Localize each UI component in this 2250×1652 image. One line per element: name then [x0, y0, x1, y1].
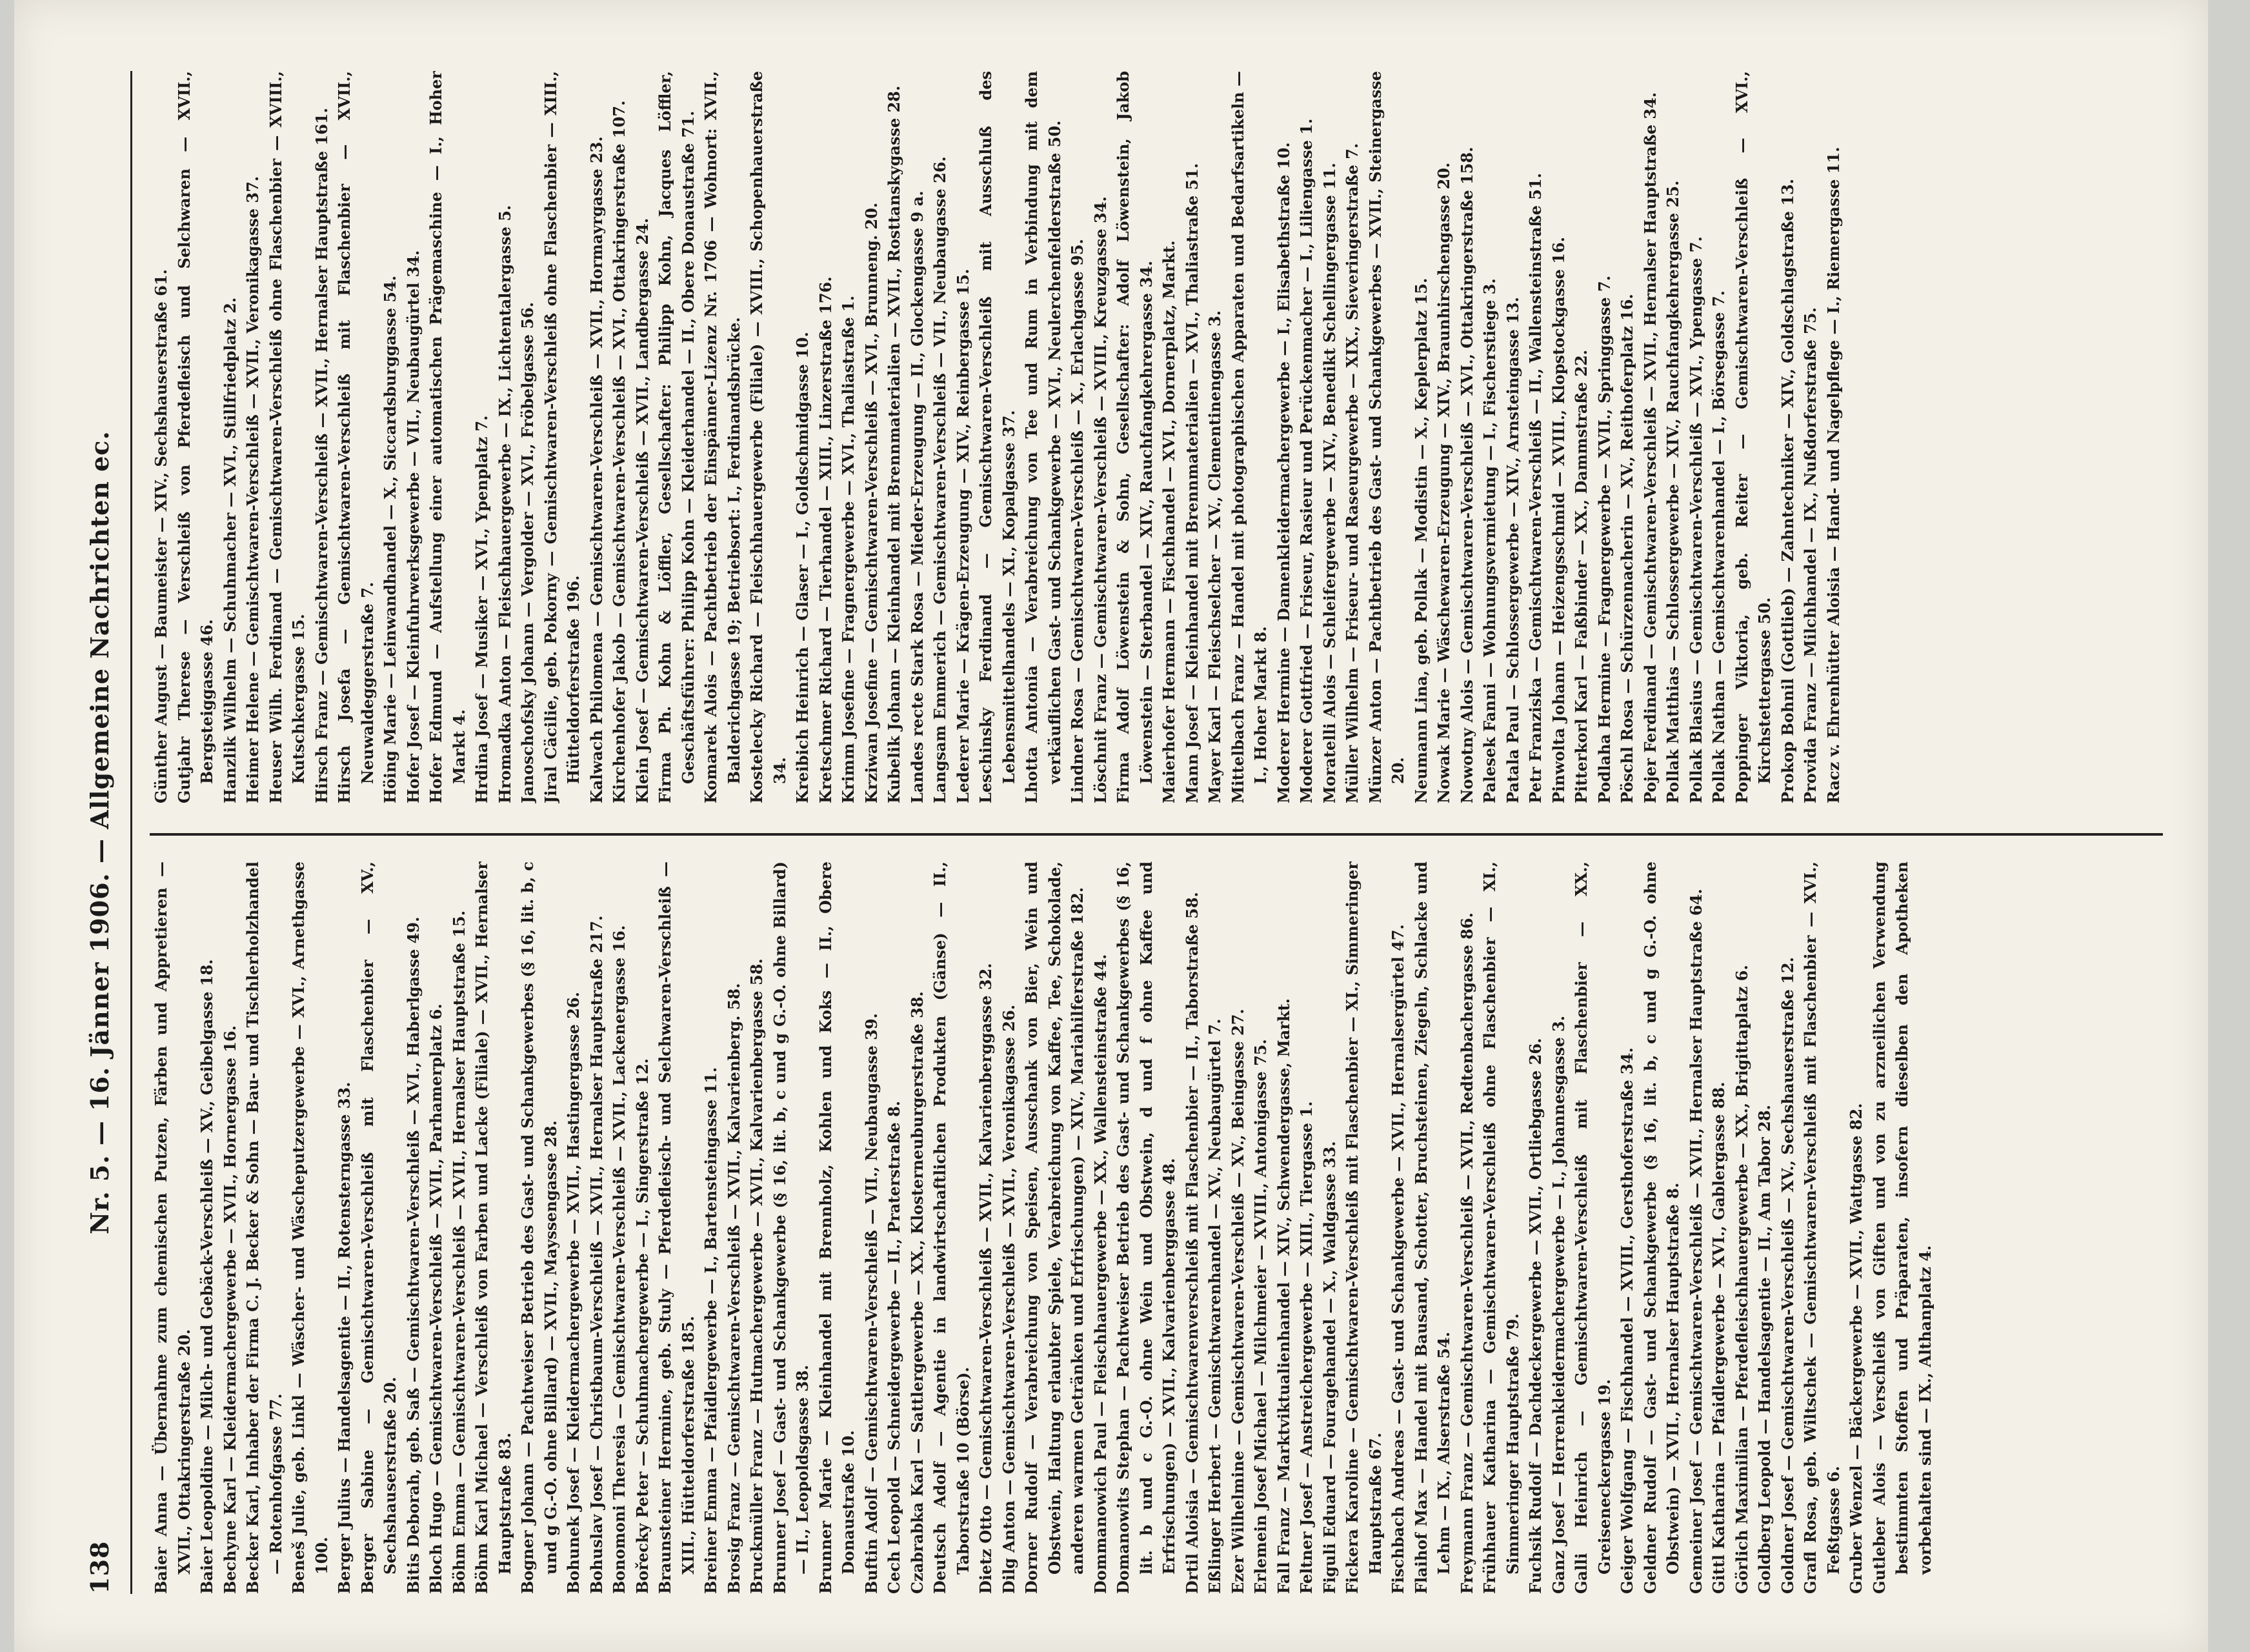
- register-entry: [1410, 71, 1433, 803]
- register-entry: [310, 71, 334, 803]
- register-entry: [241, 71, 265, 803]
- register-entry-text: Mayer Karl — Fleischselcher — XV., Clementinengasse 3.: [1205, 310, 1224, 803]
- register-entry-text: Dommanowich Paul — Fleischhauergewerbe — XX., Wallensteinstraße 44.: [1090, 954, 1110, 1594]
- register-entry: [1868, 861, 1937, 1594]
- register-entry-text: Kalwach Philomena — Gemischtwaren-Verschleiß — XVII., Hormayrgasse 23.: [587, 136, 606, 803]
- register-entry: [241, 861, 287, 1594]
- register-entry: [1181, 861, 1204, 1594]
- register-entry-text: Bechyne Karl — Kleidermachergewerbe — XVII., Hornergasse 16.: [220, 1025, 239, 1594]
- register-entry-text: Pinwolta Johann — Heizengsschmid — XVIII., Klopstockgasse 16.: [1549, 237, 1568, 803]
- register-entry: [150, 71, 173, 803]
- register-entry: [1799, 71, 1822, 803]
- register-entry: [1227, 861, 1250, 1594]
- register-entry: [1845, 861, 1868, 1594]
- register-entry-text: Buftin Adolf — Gemischtwaren-Verschleiß — VII., Neubaugasse 39.: [861, 1012, 881, 1594]
- register-entry: [1020, 861, 1089, 1594]
- register-entry: [883, 71, 906, 803]
- register-entry-text: Erlemein Josef Michael — Milchmeier — XVIII., Antonigasse 75.: [1251, 1039, 1270, 1594]
- register-entry: [219, 861, 242, 1594]
- register-entry: [1570, 71, 1593, 803]
- register-entry: [699, 861, 723, 1594]
- register-entry: [516, 71, 539, 803]
- register-entry: [1158, 71, 1181, 803]
- register-entry: [1387, 861, 1410, 1594]
- register-entry: [1478, 71, 1502, 803]
- register-entry-text: Böhm Karl Michael — Verschleiß von Farben und Lacke (Filiale) — XVII., Hernalser Hauptstraße 83.: [472, 861, 514, 1594]
- scanned-sheet: [14, 0, 2208, 1652]
- register-entry: [1478, 861, 1524, 1594]
- register-entry-text: Hrdina Josef — Musiker — XVI., Ypenplatz 7.: [472, 415, 491, 803]
- register-entry-text: Patala Paul — Schlossergewerbe — XIV., Arnsteingasse 13.: [1503, 297, 1522, 803]
- register-entry: [1112, 861, 1181, 1594]
- register-entry: [1227, 71, 1272, 803]
- page-number: 138: [85, 1540, 114, 1594]
- register-entry: [1089, 861, 1112, 1594]
- register-entry: [1066, 71, 1089, 803]
- register-entry: [333, 861, 356, 1594]
- register-entry: [699, 71, 745, 803]
- register-entry-text: Bořecky Peter — Schuhmachergewerbe — I., Singerstraße 12.: [632, 1058, 652, 1594]
- register-entry-text: Gittl Katharina — Pfaidlergewerbe — XVI., Gablergasse 88.: [1709, 1082, 1728, 1594]
- register-entry-text: Braunsteiner Hermine, geb. Stuly — Pferdefleisch- und Selchwaren-Verschleiß — XIII., Hütteldorferstraße 185.: [656, 861, 698, 1594]
- register-entry-text: Hromadka Anton — Fleischhauergewerbe — IX., Lichtentalergasse 5.: [495, 205, 514, 803]
- rotated-page: [34, 45, 2215, 1620]
- register-entry-text: Hofer Edmund — Aufstellung einer automatischen Prägemaschine — I., Hoher Markt 4.: [427, 71, 468, 803]
- register-entry-text: Görlich Maximilian — Pferdefleischhauergewerbe — XX., Brigittaplatz 6.: [1732, 965, 1751, 1594]
- register-entry-text: Pollak Nathan — Gemischtwarenhandel — I., Börsegasse 7.: [1709, 290, 1728, 803]
- register-entry: [1776, 71, 1800, 803]
- register-entry: [425, 861, 448, 1594]
- register-entry: [1203, 71, 1227, 803]
- register-entry-text: Firma Adolf Löwenstein & Sohn, Gesellschafter: Adolf Löwenstein, Jakob Löwenstein — Sterbandel — XIV., Rauchfangkehrergasse 34.: [1114, 71, 1156, 803]
- register-entry-text: Goldner Josef — Gemischtwaren-Verschleiß — XV., Sechshauserstraße 12.: [1778, 957, 1797, 1594]
- register-entry-text: Petr Franziska — Gemischtwaren-Verschleiß — II., Wallensteinstraße 51.: [1526, 173, 1545, 803]
- register-entry: [470, 71, 494, 803]
- register-entry-text: Gemeiner Josef — Gemischtwaren-Verschleiß — XVII., Hernalser Hauptstraße 64.: [1686, 889, 1705, 1594]
- register-entry-text: Breiner Emma — Pfaidlergewerbe — I., Bartensteingasse 11.: [701, 1067, 720, 1594]
- register-entry: [333, 71, 379, 803]
- register-entry: [539, 71, 585, 803]
- register-entry: [1295, 71, 1318, 803]
- register-entry-text: Bohunek Josef — Kleidermachergewerbe — XVII., Hastingergasse 26.: [564, 991, 583, 1594]
- register-entry-text: Heuser Wilh. Ferdinand — Gemischtwaren-Verschleiß ohne Flaschenbier — XVIII., Kutschkergasse 15.: [266, 71, 308, 803]
- right-column: [150, 71, 2163, 803]
- register-entry-text: Flaihof Max — Handel mit Bausand, Schotter, Bruchsteinen, Ziegeln, Schlacke und Lehm — IX., Alserstraße 54.: [1411, 861, 1453, 1594]
- register-entry: [1822, 71, 1845, 803]
- register-entry: [1432, 71, 1456, 803]
- register-entry-text: Lhotta Antonia — Verabreichung von Tee und Rum in Verbindung mit dem verkäuflichen Gast- und Schankgewerbe — XVI., Neulerchenfelderstraße 50.: [1022, 71, 1064, 803]
- register-entry-text: Freymann Franz — Gemischtwaren-Verschleiß — XVII., Redtenbachergasse 86.: [1457, 912, 1476, 1594]
- register-entry: [1639, 861, 1685, 1594]
- register-entry: [814, 71, 838, 803]
- running-head: [85, 71, 124, 1594]
- register-entry: [1776, 861, 1800, 1594]
- register-entry-text: Langsam Emmerich — Gemischtwaren-Verschleiß — VII., Neubaugasse 26.: [930, 156, 949, 803]
- register-entry-text: Grafl Rosa, geb. Wiltschek — Gemischtwaren-Verschleiß mit Flaschenbier — XVI., Feßtgasse 6.: [1801, 861, 1843, 1594]
- register-entry: [1318, 71, 1341, 803]
- register-entry: [1616, 861, 1639, 1594]
- register-entry-text: Günther August — Baumeister — XIV., Sechshauserstraße 61.: [152, 269, 170, 803]
- register-entry-text: Kretschmer Richard — Tierhandel — XIII., Linzerstraße 176.: [816, 276, 835, 803]
- register-entry-text: Klein Josef — Gemischtwaren-Verschleiß — XVII., Landbergasse 24.: [632, 217, 652, 803]
- register-entry-text: Baier Leopoldine — Milch- und Gebäck-Verschleiß — XV., Geibelgasse 18.: [197, 959, 216, 1594]
- register-entry: [1341, 71, 1364, 803]
- register-entry: [654, 71, 699, 803]
- register-entry-text: Komarek Alois — Pachtbetrieb der Einspänner-Lizenz Nr. 1706 — Wohnort: XVII., Balderichgasse 19; Betriebsort: I., Ferdinandsbrücke.: [701, 71, 743, 803]
- register-entry: [1410, 861, 1456, 1594]
- register-entry-text: Figuli Eduard — Fouragehandel — X., Waldgasse 33.: [1320, 1141, 1339, 1594]
- register-entry-text: Podlaha Hermine — Fragnergewerbe — XVII., Springgasse 7.: [1594, 276, 1614, 803]
- register-entry-text: Nowotny Alois — Gemischtwaren-Verschleiß — XVI., Ottakringerstraße 158.: [1457, 146, 1476, 803]
- register-entry: [1364, 71, 1410, 803]
- register-entry-text: Janoschofsky Johann — Vergolder — XVI., Fröbelgasse 56.: [518, 301, 537, 803]
- register-entry-text: Palesek Fanni — Wohnungsvermietung — I., Fischerstiege 3.: [1480, 278, 1499, 803]
- register-entry: [1272, 71, 1296, 803]
- register-entry: [952, 71, 975, 803]
- register-entry: [562, 861, 585, 1594]
- page-title: Nr. 5. — 16. Jänner 1906. — Allgemeine Nachrichten ec.: [85, 430, 114, 1234]
- register-entry: [608, 861, 631, 1594]
- register-entry-text: Firma Ph. Kohn & Löffler, Gesellschafter: Philipp Kohn, Jacques Löffler, Geschäftsführer: Philipp Kohn — Kleiderhandel — II., Obere Donaustraße 71.: [656, 71, 698, 803]
- register-entry-text: Domanowits Stephan — Pachtweiser Betrieb des Gast- und Schankgewerbes (§ 16, lit. b und c G.-O. ohne Wein und Obstwein, d und f ohne Kaffee und Erfrischungen) — XVII., Kalvarienberggasse 48.: [1114, 861, 1178, 1594]
- register-entry-text: Eßlinger Herbert — Gemischtwarenhandel — XV., Neubaugürtel 7.: [1205, 1018, 1224, 1594]
- register-entry-text: Ganz Josef — Herrenkleidermachergewerbe — I., Johannesgasse 3.: [1549, 1015, 1568, 1594]
- register-entry-text: Hirsch Josefa — Gemischtwaren-Verschleiß mit Flaschenbier — XVII., Neuwaldeggerstraße 7.: [335, 71, 377, 803]
- register-entry-text: Mann Josef — Kleinhandel mit Brennmaterialien — XVI., Thaliastraße 51.: [1182, 163, 1201, 803]
- register-entry: [287, 861, 333, 1594]
- register-entry: [1089, 71, 1112, 803]
- register-entry-text: Frühhauer Katharina — Gemischtwaren-Verschleiß ohne Flaschenbier — XI., Simmeringer Hauptstraße 79.: [1480, 861, 1522, 1594]
- left-column: [150, 861, 2163, 1594]
- register-entry: [768, 861, 814, 1594]
- register-entry-text: Dilg Anton — Gemischtwaren-Verschleiß — XVII., Veronikagasse 26.: [999, 1004, 1018, 1594]
- register-entry-text: Geiger Wolfgang — Fischhandel — XVIII., Gersthoferstraße 34.: [1618, 1047, 1636, 1594]
- register-entry: [1524, 71, 1547, 803]
- register-entry: [998, 861, 1021, 1594]
- register-entry: [173, 71, 219, 803]
- register-entry-text: Goldberg Leopold — Handelsagentie — II., Am Tabor 28.: [1755, 1105, 1774, 1594]
- register-entry: [516, 861, 562, 1594]
- register-entry-text: Pollak Matthias — Schlossergewerbe — XIV., Rauchfangkehrergasse 25.: [1663, 180, 1682, 803]
- register-entry-text: Dietz Otto — Gemischtwaren-Verschleiß — XVII., Kalvarienberggasse 32.: [976, 963, 995, 1594]
- register-entry: [448, 861, 471, 1594]
- register-entry: [402, 71, 425, 803]
- register-entry-text: Feltner Josef — Anstreichergewerbe — XIII., Tiergasse 1.: [1297, 1101, 1316, 1594]
- register-entry-text: Hanzlik Wilhelm — Schuhmacher — XVI., Stillfriedplatz 2.: [220, 297, 239, 803]
- register-entry: [1685, 71, 1708, 803]
- register-entry-text: Galli Heinrich — Gemischtwaren-Verschleiß mit Flaschenbier — XX., Greiseneckergasse 19.: [1572, 861, 1614, 1594]
- register-entry-text: Münzer Anton — Pachtbetrieb des Gast- und Schankgewerbes — XVII., Steinergasse 20.: [1365, 71, 1407, 803]
- register-entry-text: Bohuslav Josef — Christbaum-Verschleiß — XVII., Hernalser Hauptstraße 217.: [587, 915, 606, 1594]
- register-entry: [654, 861, 699, 1594]
- register-entry-text: Becker Karl, Inhaber der Firma C. J. Becker & Sohn — Bau- und Tischlerholzhandel — Rotenhofgasse 77.: [243, 861, 285, 1594]
- register-entry: [402, 861, 425, 1594]
- register-entry-text: Kostelecky Richard — Fleischhauergewerbe (Filiale) — XVIII., Schopenhauerstraße 34.: [747, 71, 789, 803]
- register-entry-text: Neumann Lina, geb. Pollak — Modistin — X., Keplerplatz 15.: [1411, 277, 1431, 803]
- register-entry: [837, 71, 860, 803]
- register-entry: [1249, 861, 1272, 1594]
- register-entry-text: Baier Anna — Übernahme zum chemischen Putzen, Färben und Appretieren — XVII., Ottakringerstraße 20.: [152, 861, 194, 1594]
- register-entry-text: Böhm Emma — Gemischtwaren-Verschleiß — XVII., Hernalser Hauptstraße 15.: [449, 910, 468, 1594]
- register-entry: [1662, 71, 1685, 803]
- register-entry-text: Moderer Gottfried — Friseur, Rasieur und Perückenmacher — I., Liliengasse 1.: [1297, 118, 1316, 803]
- register-entry: [585, 861, 608, 1594]
- register-entry: [631, 71, 654, 803]
- register-entry-text: Moderer Hermine — Damenkleidermachergewerbe — I., Elisabethstraße 10.: [1274, 142, 1293, 803]
- column-divider: [150, 833, 2163, 836]
- register-entry-text: Höing Marie — Leinwandhandel — X., Siccardsburggasse 54.: [381, 276, 399, 803]
- register-entry-text: Gutjahr Therese — Verschleiß von Pferdefleisch und Selchwaren — XVII., Bergsteiggasse 46.: [174, 71, 216, 803]
- register-entry-text: Lindner Rosa — Gemischtwaren-Verschleiß — X., Erlachgasse 95.: [1068, 239, 1087, 803]
- register-entry-text: Geldner Rudolf — Gast- und Schankgewerbe (§ 16, lit. b, c und g G.-O. ohne Obstwein) — XVII., Hernalser Hauptstraße 8.: [1640, 861, 1682, 1594]
- register-entry: [974, 71, 1020, 803]
- register-entry-text: Pollak Blasius — Gemischtwaren-Verschleiß — XVI., Ypengasse 7.: [1686, 236, 1705, 803]
- register-entry-text: Hirsch Franz — Gemischtwaren-Verschleiß — XVII., Hernalser Hauptstraße 161.: [312, 108, 331, 803]
- register-entry: [929, 861, 974, 1594]
- register-entry-text: Poppinger Viktoria, geb. Reiter — Gemischtwaren-Verschleiß — XVI., Kirchstettergasse 50.: [1732, 71, 1774, 803]
- register-entry: [1570, 861, 1616, 1594]
- register-entry: [1753, 861, 1776, 1594]
- register-entry: [379, 71, 402, 803]
- register-entry: [906, 861, 929, 1594]
- register-entry: [1318, 861, 1341, 1594]
- register-entry: [585, 71, 608, 803]
- register-entry-text: Pitterkorl Karl — Faßbinder — XX., Dammstraße 22.: [1572, 349, 1591, 803]
- register-entry: [1456, 71, 1479, 803]
- register-entry-text: Bruckmüller Franz — Hutmachergewerbe — XVII., Kalvarienbergasse 58.: [747, 958, 766, 1594]
- register-entry: [1456, 861, 1479, 1594]
- register-entry-text: Brosig Franz — Gemischtwaren-Verschleiß — XVII., Kalvarienberg. 58.: [724, 983, 743, 1594]
- register-entry-text: Pöschl Rosa — Schürzennacherin — XV., Reithoferplatz 16.: [1618, 294, 1636, 803]
- register-entry: [1203, 861, 1227, 1594]
- register-entry: [356, 861, 402, 1594]
- register-entry: [631, 861, 654, 1594]
- header-rule: [130, 71, 132, 1594]
- register-entry-text: Racz v. Ehrenhütter Aloisia — Hand- und Nagelpflege — I., Riemergasse 11.: [1823, 146, 1843, 803]
- register-entry: [814, 861, 860, 1594]
- register-entry: [791, 71, 814, 803]
- register-entry-text: Moratelli Alois — Schleifergewerbe — XIV., Benedikt Schellingergasse 11.: [1320, 163, 1339, 803]
- register-entry-text: Berger Julius — Handelsagentie — II., Rotensterngasse 33.: [335, 1082, 354, 1594]
- register-entry-text: Kreibich Heinrich — Glaser — I., Goldschmidgasse 10.: [793, 332, 812, 803]
- register-entry: [1707, 71, 1731, 803]
- register-entry-text: Pojer Ferdinand — Gemischtwaren-Verschleiß — XVII., Hernalser Hauptstraße 34.: [1640, 92, 1660, 803]
- register-entry-text: Bloch Hugo — Gemischtwaren-Verschleiß — XVII., Parhamerplatz 6.: [427, 1003, 445, 1594]
- register-entry-text: Lederer Marie — Krägen-Erzeugung — XIV., Reinbergasse 15.: [953, 268, 972, 803]
- register-entry-text: Fickera Karoline — Gemischtwaren-Verschleiß mit Flaschenbier — XI., Simmeringer Hauptstraße 67.: [1343, 861, 1385, 1594]
- register-entry-text: Deutsch Adolf — Agentie in landwirtschaftlichen Produkten (Gänse) — II., Taborstraße 10 (Börse).: [930, 861, 972, 1594]
- register-entry: [1731, 861, 1754, 1594]
- register-entry: [929, 71, 952, 803]
- register-entry: [860, 71, 883, 803]
- register-entry-text: Fall Franz — Marktviktualienhandel — XIV., Schwendergasse, Markt.: [1274, 998, 1293, 1594]
- register-entry: [1547, 71, 1571, 803]
- register-entry: [1616, 71, 1639, 803]
- register-entry-text: Ezer Wilhelmine — Gemischtwaren-Verschleiß — XV., Beingasse 27.: [1228, 1009, 1247, 1594]
- register-entry: [608, 71, 631, 803]
- register-entry: [1502, 71, 1525, 803]
- register-entry: [196, 861, 219, 1594]
- register-entry-text: Landes recte Stark Rosa — Mieder-Erzeugung — II., Glockengasse 9 a.: [907, 190, 927, 803]
- register-entry: [1181, 71, 1204, 803]
- register-entry: [1731, 71, 1776, 803]
- register-entry: [745, 71, 791, 803]
- register-entry: [1272, 861, 1296, 1594]
- register-entry-text: Krimm Josefine — Fragnergewerbe — XVI., Thaliastraße 1.: [839, 295, 858, 803]
- register-entry-text: Czabrabka Karl — Sattlergewerbe — XX., Klosterneuburgerstraße 38.: [907, 991, 927, 1594]
- register-entry: [1341, 861, 1387, 1594]
- register-entry-text: Cech Leopold — Schneidergewerbe — II., Praterstraße 8.: [885, 1100, 903, 1594]
- register-entry: [723, 861, 746, 1594]
- register-entry-text: Beneš Julie, geb. Linkl — Wäscher- und Wäscheputzergewerbe — XVI., Arnethgasse 100.: [289, 861, 331, 1594]
- register-entry-text: Brunner Josef — Gast- und Schankgewerbe (§ 16, lit. b, c und g G.-O. ohne Billard) — II., Leopoldsgasse 38.: [770, 861, 812, 1594]
- register-entry-text: Heimer Helene — Gemischtwaren-Verschleiß — XVII., Veronikagasse 37.: [243, 176, 262, 803]
- register-entry-text: Bonomoni Theresia — Gemischtwaren-Verschleiß — XVII., Lackenergasse 16.: [610, 925, 628, 1594]
- register-entry-text: Jiral Cäcilie, geb. Pokorny — Gemischtwaren-Verschleiß ohne Flaschenbier — XIII., Hütteldorferstraße 196.: [541, 71, 583, 803]
- register-entry: [470, 861, 516, 1594]
- register-entry: [1593, 71, 1616, 803]
- register-entry: [974, 861, 998, 1594]
- register-entry-text: Maierhofer Hermann — Fischhandel — XVI., Dornerplatz, Markt.: [1160, 240, 1178, 803]
- register-entry-text: Gutleber Alois — Verschleiß von Giften und von zu arzneilichen Verwendung bestimmten Stoffen und Präparaten, insofern dieselben den Apotheken vorbehalten sind — IX., Althanplatz 4.: [1869, 861, 1934, 1594]
- register-entry-text: Fischbach Andreas — Gast- und Schankgewerbe — XVII., Hernalsergürtel 47.: [1389, 924, 1407, 1594]
- register-entry-text: Bitis Deborah, geb. Saß — Gemischtwaren-Verschleiß — XVI., Haberlgasse 49.: [403, 916, 423, 1594]
- register-entry-text: Drtil Aloisia — Gemischtwarenverschleiß mit Flaschenbier — II., Taborstraße 58.: [1182, 892, 1201, 1594]
- register-entry: [1020, 71, 1066, 803]
- register-entry: [425, 71, 470, 803]
- register-entry-text: Gruber Wenzel — Bäckergewerbe — XVII., Wattgasse 82.: [1847, 1103, 1865, 1594]
- register-entry-text: Nowak Marie — Wäschewaren-Erzeugung — XIV., Braunhirschengasse 20.: [1434, 162, 1453, 803]
- register-entry-text: Krziwan Josefine — Gemischtwaren-Verschleiß — XVI., Brunneng. 20.: [861, 202, 881, 803]
- register-entry: [745, 861, 768, 1594]
- register-entry-text: Bogner Johann — Pachtweiser Betrieb des Gast- und Schankgewerbes (§ 16, lit. b, c und g G.-O. ohne Billard) — XVII., Mayssengasse 28.: [518, 861, 560, 1594]
- register-entry: [219, 71, 242, 803]
- register-entry: [1685, 861, 1708, 1594]
- register-entry: [1112, 71, 1158, 803]
- register-entry-text: Fuchsik Rudolf — Dachdeckergewerbe — XVII., Ortliebgasse 26.: [1526, 1038, 1545, 1594]
- register-entry: [860, 861, 883, 1594]
- register-entry-text: Mittelbach Franz — Handel mit photographischen Apparaten und Bedarfsartikeln — I., Hoher Markt 8.: [1228, 71, 1270, 803]
- register-entry-text: Löschnit Franz — Gemischtwaren-Verschleiß — XVIII., Kreuzgasse 34.: [1090, 196, 1110, 803]
- register-entry: [1295, 861, 1318, 1594]
- register-entry: [494, 71, 517, 803]
- register-entry: [906, 71, 929, 803]
- register-entry-text: Prokop Bohnil (Gottlieb) — Zahntechniker — XIV., Goldschlagstraße 13.: [1778, 178, 1797, 803]
- register-entry-text: Brunner Marie — Kleinhandel mit Brennholz, Kohlen und Koks — II., Obere Donaustraße 10.: [816, 861, 858, 1594]
- register-entry-text: Leschinsky Ferdinand — Gemischtwaren-Verschleiß mit Ausschluß des Lebensmittelhandels — XI., Kopalgasse 37.: [976, 71, 1018, 803]
- register-entry: [1547, 861, 1571, 1594]
- register-entry: [1524, 861, 1547, 1594]
- register-entry: [1799, 861, 1845, 1594]
- register-entry-text: Provida Franz — Milchhandel — IX., Nußdorferstraße 75.: [1801, 307, 1820, 803]
- register-entry: [1639, 71, 1662, 803]
- register-entry: [883, 861, 906, 1594]
- register-entry-text: Kubelik Johann — Kleinhandel mit Brennmaterialien — XVII., Rosttanskygasse 28.: [885, 85, 903, 803]
- register-entry-text: Müller Wilhelm — Friseur- und Raseurgewerbe — XIX., Sieveringerstraße 7.: [1343, 143, 1361, 803]
- register-entry: [1707, 861, 1731, 1594]
- register-entry-text: Berger Sabine — Gemischtwaren-Verschleiß mit Flaschenbier — XV., Sechshauserstraße 20.: [357, 861, 399, 1594]
- register-entry-text: Hofer Josef — Kleinfuhrwerksgewerbe — VII., Neubaugürtel 34.: [403, 250, 423, 803]
- register-entry: [150, 861, 196, 1594]
- register-entry-text: Kirchenhofer Jakob — Gemischtwaren-Verschleiß — XVI., Ottakringerstraße 107.: [610, 100, 628, 803]
- register-entry: [265, 71, 310, 803]
- register-entry-text: Dorner Rudolf — Verabreichung von Speisen, Ausschank von Bier, Wein und Obstwein, Haltung erlaubter Spiele, Verabreichung von Kaffee, Tee, Schokolade, anderen warmen Getränken und Erfrischungen) — XIV., Mariahilferstraße 182.: [1022, 861, 1087, 1594]
